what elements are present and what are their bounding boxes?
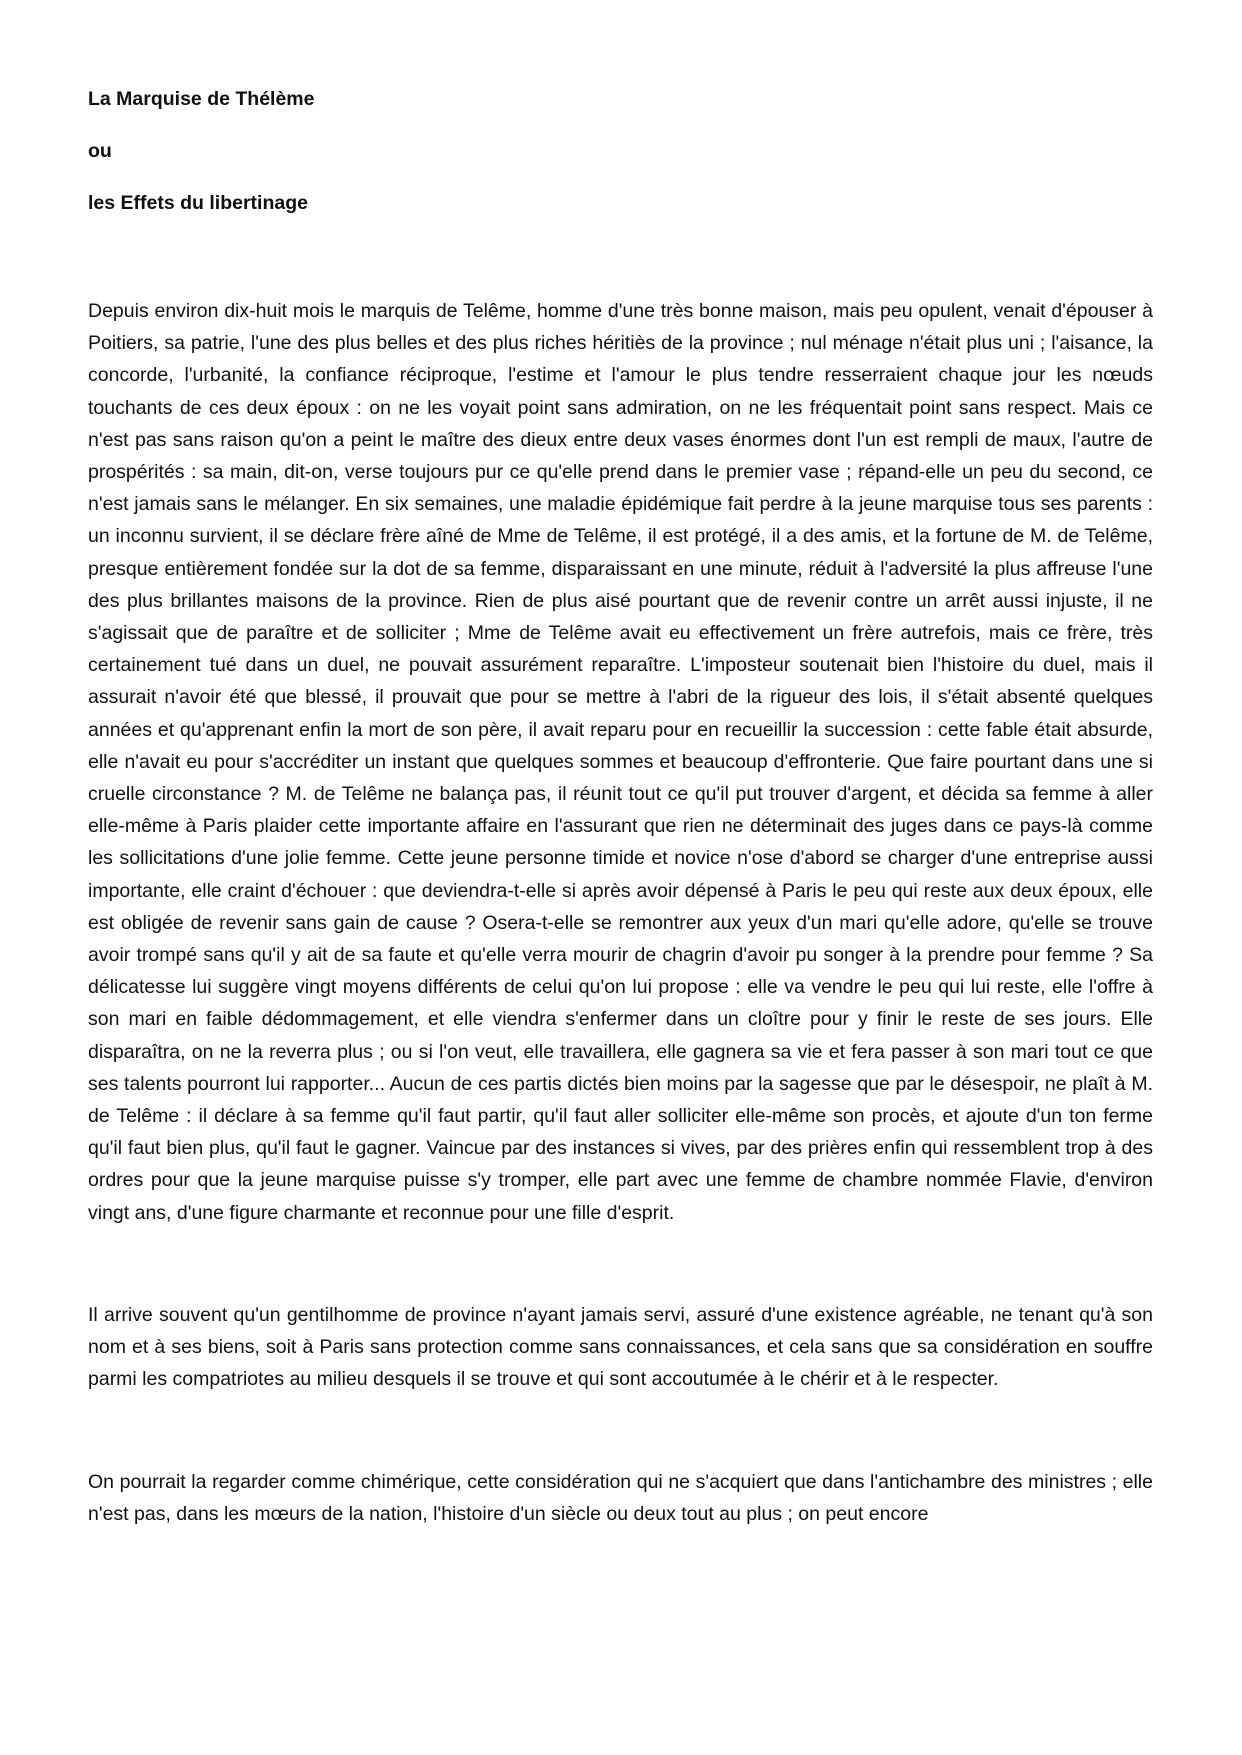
document-page	[88, 86, 1153, 1530]
document-title: La Marquise de Thélème	[88, 88, 315, 110]
paragraph-1: Depuis environ dix-huit mois le marquis de Telême, homme d'une très bonne maison, mais peu opulent, venait d'épouser à Poitiers, sa patrie, l'une des plus belles et des plus riches héritiès de la province ; nul ménage n'était plus uni ; l'aisance, la concorde, l'urbanité, la confiance réciproque, l'estime et l'amour le plus tendre resserraient chaque jour les nœuds touchants de ces deux époux : on ne les voyait point sans admiration, on ne les fréquentait point sans respect. Mais ce n'est pas sans raison qu'on a peint le maître des dieux entre deux vases énormes dont l'un est rempli de maux, l'autre de prospérités : sa main, dit-on, verse toujours pur ce qu'elle prend dans le premier vase ; répand-elle un peu du second, ce n'est jamais sans le mélanger. En six semaines, une maladie épidémique fait perdre à la jeune marquise tous ses parents : un inconnu survient, il se déclare frère aîné de Mme de Telême, il est protégé, il a des amis, et la fortune de M. de Telême, presque entièrement fondée sur la dot de sa femme, disparaissant en une minute, réduit à l'adversité la plus affreuse l'une des plus brillantes maisons de la province. Rien de plus aisé pourtant que de revenir contre un arrêt aussi injuste, il ne s'agissait que de paraître et de solliciter ; Mme de Telême avait eu effectivement un frère autrefois, mais ce frère, très certainement tué dans un duel, ne pouvait assurément reparaître. L'imposteur soutenait bien l'histoire du duel, mais il assurait n'avoir été que blessé, il prouvait que pour se mettre à l'abri de la rigueur des lois, il s'était absenté quelques années et qu'apprenant enfin la mort de son père, il avait reparu pour en recueillir la succession : cette fable était absurde, elle n'avait eu pour s'accréditer un instant que quelques sommes et beaucoup d'effronterie. Que faire pourtant dans une si cruelle circonstance ? M. de Telême ne balança pas, il réunit tout ce qu'il put trouver d'argent, et décida sa femme à aller elle-même à Paris plaider cette importante affaire en l'assurant que rien ne déterminait des juges dans ce pays-là comme les sollicitations d'une jolie femme. Cette jeune personne timide et novice n'ose d'abord se charger d'une entreprise aussi importante, elle craint d'échouer : que deviendra-t-elle si après avoir dépensé à Paris le peu qui reste aux deux époux, elle est obligée de revenir sans gain de cause ? Osera-t-elle se remontrer aux yeux d'un mari qu'elle adore, qu'elle se trouve avoir trompé sans qu'il y ait de sa faute et qu'elle verra mourir de chagrin d'avoir pu songer à la prendre pour femme ? Sa délicatesse lui suggère vingt moyens différents de celui qu'on lui propose : elle va vendre le peu qui lui reste, elle l'offre à son mari en faible dédommagement, et elle viendra s'enfermer dans un cloître pour y finir le reste de ses jours. Elle disparaîtra, on ne la reverra plus ; ou si l'on veut, elle travaillera, elle gagnera sa vie et fera passer à son mari tout ce que ses talents pourront lui rapporter... Aucun de ces partis dictés bien moins par la sagesse que par le désespoir, ne plaît à M. de Telême : il déclare à sa femme qu'il faut partir, qu'il faut aller solliciter elle-même son procès, et ajoute d'un ton ferme qu'il faut bien plus, qu'il faut le gagner. Vaincue par des instances si vives, par des prières enfin qui ressemblent trop à des ordres pour que la jeune marquise puisse s'y tromper, elle part avec une femme de chambre nommée Flavie, d'environ vingt ans, d'une figure charmante et reconnue pour une fille d'esprit.	[88, 300, 1153, 1224]
paragraph-3: On pourrait la regarder comme chimérique, cette considération qui ne s'acquiert que dans l'antichambre des ministres ; elle n'est pas, dans les mœurs de la nation, l'histoire d'un siècle ou deux tout au plus ; on peut encore	[88, 1470, 1153, 1525]
paragraph-2: Il arrive souvent qu'un gentilhomme de province n'ayant jamais servi, assuré d'une existence agréable, ne tenant qu'à son nom et à ses biens, soit à Paris sans protection comme sans connaissances, et cela sans que sa considération en souffre parmi les compatriotes au milieu desquels il se trouve et qui sont accoutumée à le chérir et à le respecter.	[88, 1303, 1153, 1391]
title-connector: ou	[88, 140, 112, 162]
document-subtitle: les Effets du libertinage	[88, 192, 308, 214]
